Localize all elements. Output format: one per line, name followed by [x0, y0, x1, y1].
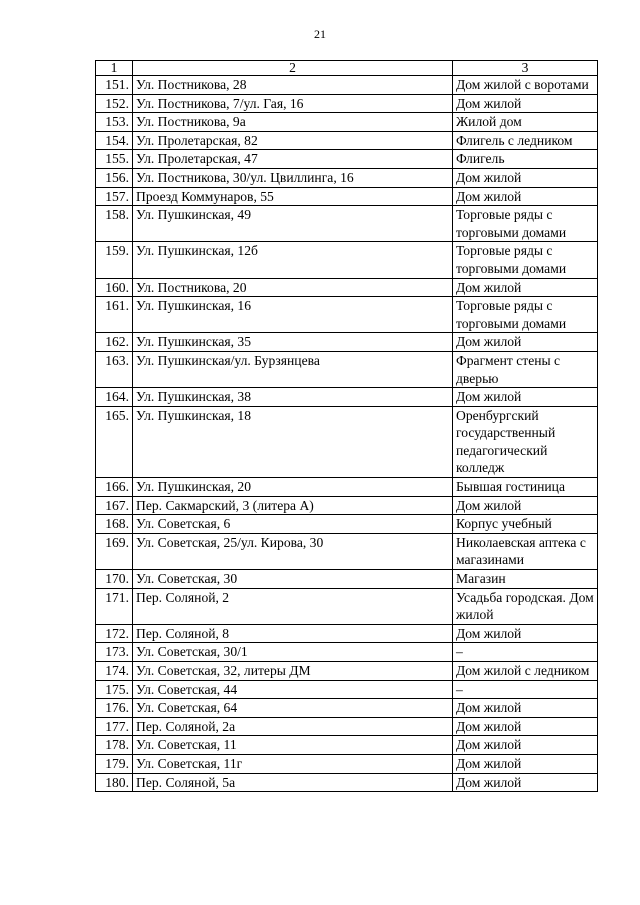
object-type-cell: Дом жилой — [453, 388, 598, 407]
row-number-cell: 159. — [96, 242, 133, 278]
row-number-cell: 179. — [96, 754, 133, 773]
object-type-cell: Усадьба городская. Дом жилой — [453, 588, 598, 624]
table-row — [96, 150, 598, 169]
table-row — [96, 131, 598, 150]
object-type-cell: Флигель — [453, 150, 598, 169]
table-row — [96, 242, 598, 278]
object-type-cell: Дом жилой с ледником — [453, 662, 598, 681]
address-cell: Ул. Пушкинская/ул. Бурзянцева — [133, 351, 453, 387]
address-cell: Пер. Соляной, 2а — [133, 717, 453, 736]
row-number-cell: 165. — [96, 406, 133, 477]
row-number-cell: 163. — [96, 351, 133, 387]
address-cell: Ул. Постникова, 20 — [133, 278, 453, 297]
row-number-cell: 160. — [96, 278, 133, 297]
table-body — [96, 76, 598, 792]
object-type-cell: Дом жилой — [453, 699, 598, 718]
table-row — [96, 624, 598, 643]
table-row — [96, 333, 598, 352]
address-cell: Ул. Пушкинская, 35 — [133, 333, 453, 352]
page-number: 21 — [314, 27, 326, 41]
object-type-cell: Магазин — [453, 570, 598, 589]
table-row — [96, 388, 598, 407]
object-type-cell: Дом жилой — [453, 717, 598, 736]
row-number-cell: 171. — [96, 588, 133, 624]
address-cell: Ул. Советская, 30/1 — [133, 643, 453, 662]
table-row — [96, 588, 598, 624]
object-type-cell: – — [453, 680, 598, 699]
row-number-cell: 180. — [96, 773, 133, 792]
table-row — [96, 168, 598, 187]
object-type-cell: – — [453, 643, 598, 662]
row-number-cell: 176. — [96, 699, 133, 718]
object-type-cell: Дом жилой — [453, 624, 598, 643]
object-type-cell: Торговые ряды с торговыми домами — [453, 206, 598, 242]
table-header-row — [96, 61, 598, 76]
row-number-cell: 166. — [96, 478, 133, 497]
object-type-cell: Дом жилой — [453, 496, 598, 515]
table-row — [96, 496, 598, 515]
table-row — [96, 297, 598, 333]
address-cell: Пер. Соляной, 5а — [133, 773, 453, 792]
column-header-object-type: 3 — [453, 61, 598, 76]
object-type-cell: Дом жилой — [453, 278, 598, 297]
row-number-cell: 162. — [96, 333, 133, 352]
object-type-cell: Дом жилой — [453, 333, 598, 352]
row-number-cell: 173. — [96, 643, 133, 662]
address-cell: Проезд Коммунаров, 55 — [133, 187, 453, 206]
row-number-cell: 175. — [96, 680, 133, 699]
row-number-cell: 153. — [96, 113, 133, 132]
object-type-cell: Жилой дом — [453, 113, 598, 132]
row-number-cell: 177. — [96, 717, 133, 736]
object-type-cell: Дом жилой — [453, 773, 598, 792]
object-type-cell: Дом жилой — [453, 187, 598, 206]
object-type-cell: Дом жилой — [453, 168, 598, 187]
address-cell: Ул. Советская, 11 — [133, 736, 453, 755]
address-cell: Ул. Советская, 11г — [133, 754, 453, 773]
table-row — [96, 94, 598, 113]
column-header-number: 1 — [96, 61, 133, 76]
table-row — [96, 570, 598, 589]
heritage-objects-table — [95, 60, 598, 792]
row-number-cell: 151. — [96, 76, 133, 95]
address-cell: Ул. Постникова, 28 — [133, 76, 453, 95]
table-row — [96, 406, 598, 477]
object-type-cell: Флигель с ледником — [453, 131, 598, 150]
address-cell: Пер. Соляной, 2 — [133, 588, 453, 624]
table-row — [96, 662, 598, 681]
object-type-cell: Бывшая гостиница — [453, 478, 598, 497]
object-type-cell: Оренбургский государственный педагогический колледж — [453, 406, 598, 477]
row-number-cell: 172. — [96, 624, 133, 643]
row-number-cell: 174. — [96, 662, 133, 681]
row-number-cell: 157. — [96, 187, 133, 206]
object-type-cell: Корпус учебный — [453, 515, 598, 534]
address-cell: Пер. Соляной, 8 — [133, 624, 453, 643]
row-number-cell: 155. — [96, 150, 133, 169]
address-cell: Пер. Сакмарский, 3 (литера А) — [133, 496, 453, 515]
column-header-address: 2 — [133, 61, 453, 76]
table-row — [96, 736, 598, 755]
table-row — [96, 515, 598, 534]
object-type-cell: Николаевская аптека с магазинами — [453, 533, 598, 569]
row-number-cell: 164. — [96, 388, 133, 407]
address-cell: Ул. Советская, 30 — [133, 570, 453, 589]
address-cell: Ул. Пролетарская, 82 — [133, 131, 453, 150]
address-cell: Ул. Пушкинская, 49 — [133, 206, 453, 242]
address-cell: Ул. Постникова, 7/ул. Гая, 16 — [133, 94, 453, 113]
row-number-cell: 154. — [96, 131, 133, 150]
address-cell: Ул. Советская, 6 — [133, 515, 453, 534]
address-cell: Ул. Пушкинская, 20 — [133, 478, 453, 497]
address-cell: Ул. Постникова, 9а — [133, 113, 453, 132]
object-type-cell: Дом жилой — [453, 754, 598, 773]
row-number-cell: 170. — [96, 570, 133, 589]
table-row — [96, 699, 598, 718]
object-type-cell: Торговые ряды с торговыми домами — [453, 242, 598, 278]
table-row — [96, 533, 598, 569]
address-cell: Ул. Пролетарская, 47 — [133, 150, 453, 169]
table-row — [96, 351, 598, 387]
row-number-cell: 168. — [96, 515, 133, 534]
address-cell: Ул. Советская, 44 — [133, 680, 453, 699]
row-number-cell: 167. — [96, 496, 133, 515]
object-type-cell: Дом жилой с воротами — [453, 76, 598, 95]
address-cell: Ул. Пушкинская, 16 — [133, 297, 453, 333]
table-row — [96, 206, 598, 242]
address-cell: Ул. Советская, 64 — [133, 699, 453, 718]
table-row — [96, 773, 598, 792]
address-cell: Ул. Советская, 25/ул. Кирова, 30 — [133, 533, 453, 569]
table-row — [96, 187, 598, 206]
object-type-cell: Дом жилой — [453, 736, 598, 755]
row-number-cell: 178. — [96, 736, 133, 755]
object-type-cell: Торговые ряды с торговыми домами — [453, 297, 598, 333]
table-row — [96, 278, 598, 297]
address-cell: Ул. Пушкинская, 38 — [133, 388, 453, 407]
row-number-cell: 152. — [96, 94, 133, 113]
row-number-cell: 156. — [96, 168, 133, 187]
object-type-cell: Дом жилой — [453, 94, 598, 113]
table-row — [96, 76, 598, 95]
row-number-cell: 169. — [96, 533, 133, 569]
table-row — [96, 643, 598, 662]
table-row — [96, 113, 598, 132]
address-cell: Ул. Советская, 32, литеры ДМ — [133, 662, 453, 681]
address-cell: Ул. Пушкинская, 12б — [133, 242, 453, 278]
address-cell: Ул. Постникова, 30/ул. Цвиллинга, 16 — [133, 168, 453, 187]
table-row — [96, 717, 598, 736]
table-row — [96, 754, 598, 773]
row-number-cell: 158. — [96, 206, 133, 242]
table-row — [96, 680, 598, 699]
address-cell: Ул. Пушкинская, 18 — [133, 406, 453, 477]
table-row — [96, 478, 598, 497]
row-number-cell: 161. — [96, 297, 133, 333]
object-type-cell: Фрагмент стены с дверью — [453, 351, 598, 387]
